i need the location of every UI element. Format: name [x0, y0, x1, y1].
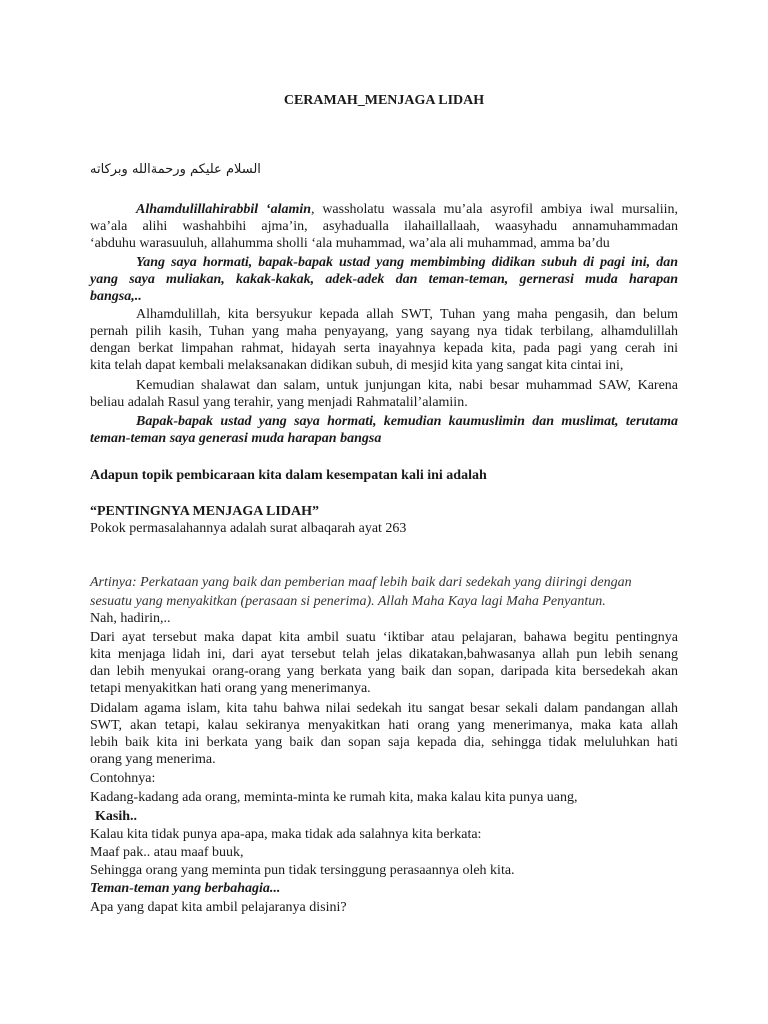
- greeting-line-1: Yang saya hormati, bapak-bapak ustad yang membimbing didikan subuh di pagi ini, dan: [136, 255, 678, 270]
- contohnya-label: Contohnya:: [90, 771, 156, 786]
- opening-line-3: ‘abduhu warasuuluh, allahumma sholli ‘ala muhammad, wa’ala ali muhammad, amma ba’du: [90, 236, 610, 251]
- shalawat-line-1: Kemudian shalawat dan salam, untuk junjungan kita, nabi besar muhammad SAW, Karena: [136, 378, 678, 393]
- gratitude-line-3: dengan berkat limpahan rahmat, hidayah serta inayahnya kepada kita, pada pagi yang cerah ini: [90, 341, 678, 356]
- teman-heading: Teman-teman yang berbahagia...: [90, 881, 281, 896]
- shalawat-line-2: beliau adalah Rasul yang terahir, yang menjadi Rahmatalil’alamiin.: [90, 395, 468, 410]
- lesson-line-3: dan lebih menyukai orang-orang yang berkata yang baik dan sopan, daripada kita bersedekah akan: [90, 664, 678, 679]
- lesson-line-4: tetapi menyakitkan hati orang yang menerimanya.: [90, 681, 371, 696]
- respect-line-1: Bapak-bapak ustad yang saya hormati, kemudian kaumuslimin dan muslimat, terutama: [136, 414, 678, 429]
- lesson-line-1: Dari ayat tersebut maka dapat kita ambil suatu ‘iktibar atau pelajaran, bahawa begitu pentingnya: [90, 630, 678, 645]
- sedekah-line-1: Didalam agama islam, kita tahu bahwa nilai sedekah itu sangat besar sekali dalam pandangan allah: [90, 701, 678, 716]
- lesson-line-2: kita menjaga lidah ini, dari ayat tersebut telah jelas dikatakan,bahwasanya allah pun lebih senang: [90, 647, 678, 662]
- example-line-1: Kadang-kadang ada orang, meminta-minta ke rumah kita, maka kalau kita punya uang,: [90, 790, 578, 805]
- topic-heading: “PENTINGNYA MENJAGA LIDAH”: [90, 504, 319, 519]
- gratitude-line-4: kita telah dapat kembali melaksanakan didikan subuh, di mesjid kita yang sangat kita cintai ini,: [90, 358, 624, 373]
- sedekah-line-4: orang yang menerima.: [90, 752, 216, 767]
- kasih-text: Kasih..: [95, 809, 138, 824]
- opening-line-1-text: , wassholatu wassala mu’ala asyrofil ambiya iwal mursaliin,: [311, 202, 678, 217]
- sedekah-line-2: SWT, akan tetapi, kalau sekiranya menyakitkan hati orang yang menerimanya, maka kata allah: [90, 718, 678, 733]
- translation-line-2: sesuatu yang menyakitkan (perasaan si penerima). Allah Maha Kaya lagi Maha Penyantun.: [90, 594, 606, 609]
- document-title: CERAMAH_MENJAGA LIDAH: [283, 93, 485, 108]
- opening-line-2: wa’ala alihi washahbihi ajma’in, asyhadualla ilahaillallaah, waasyhadu annamuhammadan: [90, 219, 678, 234]
- example-line-4: Sehingga orang yang meminta pun tidak tersinggung perasaannya oleh kita.: [90, 863, 515, 878]
- nah-hadirin: Nah, hadirin,..: [90, 611, 171, 626]
- gratitude-line-1: Alhamdulillah, kita bersyukur kepada allah SWT, Tuhan yang maha pengasih, dan belum: [136, 307, 678, 322]
- sedekah-line-3: lebih baik kita ini berkata yang baik dan sopan saja kepada dia, sehingga tidak meluluhkan hati: [90, 735, 678, 750]
- closing-question: Apa yang dapat kita ambil pelajaranya disini?: [90, 900, 347, 915]
- topic-source: Pokok permasalahannya adalah surat albaqarah ayat 263: [90, 521, 407, 536]
- example-line-2: Kalau kita tidak punya apa-apa, maka tidak ada salahnya kita berkata:: [90, 827, 482, 842]
- gratitude-line-2: pernah pilih kasih, Tuhan yang maha penyayang, yang sayang nya tidak terbilang, alhamdulillah: [90, 324, 678, 339]
- respect-line-2: teman-teman saya generasi muda harapan bangsa: [90, 431, 382, 446]
- salam-greeting: السلام عليكم ورحمةالله وبركاته: [90, 162, 261, 177]
- example-line-3: Maaf pak.. atau maaf buuk,: [90, 845, 244, 860]
- greeting-line-3: bangsa,..: [90, 289, 142, 304]
- greeting-line-2: yang saya muliakan, kakak-kakak, adek-adek dan teman-teman, gernerasi muda harapan: [90, 272, 678, 287]
- translation-line-1: Artinya: Perkataan yang baik dan pemberian maaf lebih baik dari sedekah yang diiringi dengan: [90, 575, 632, 590]
- topic-intro: Adapun topik pembicaraan kita dalam kesempatan kali ini adalah: [90, 468, 487, 483]
- opening-line-1: [136, 201, 678, 218]
- opening-lead: Alhamdulillahirabbil ‘alamin: [136, 202, 312, 217]
